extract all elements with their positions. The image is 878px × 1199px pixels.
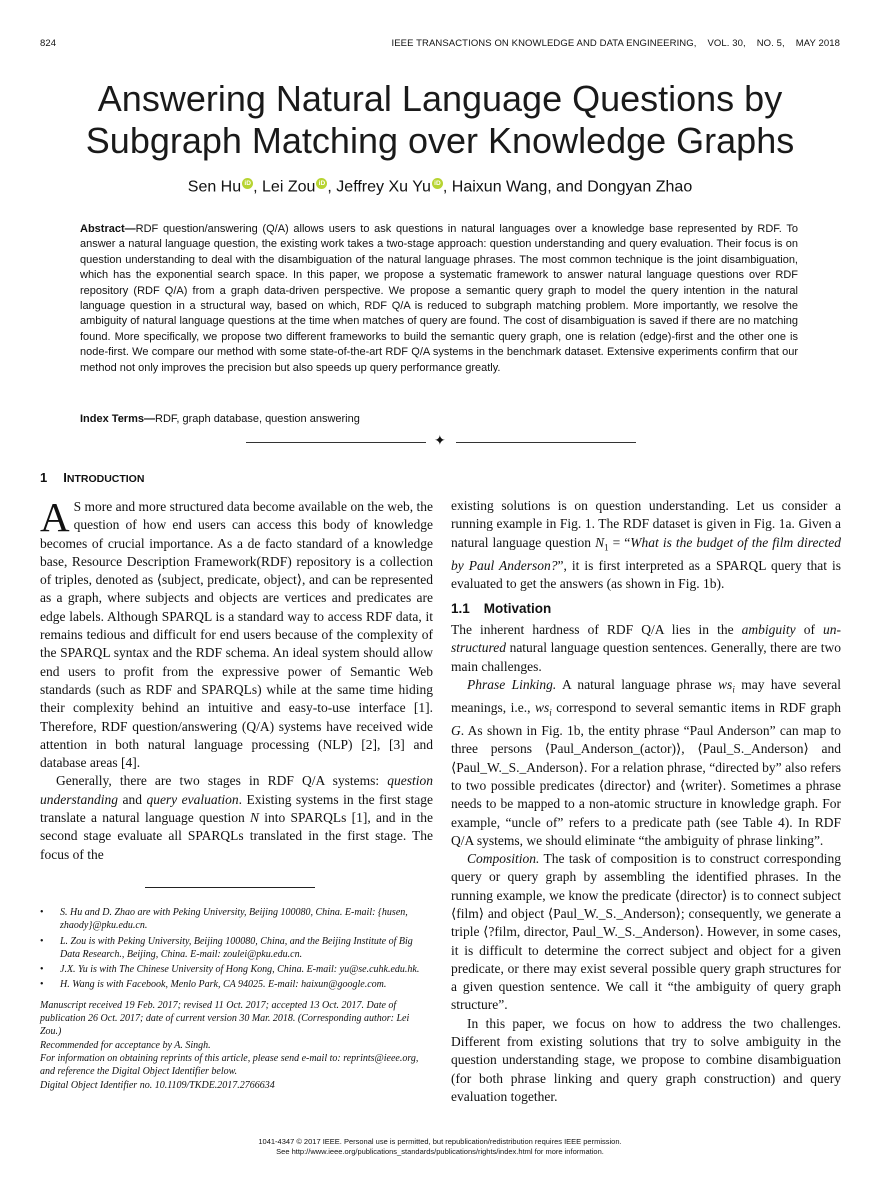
copyright-line: 1041-4347 © 2017 IEEE. Personal use is permitted, but republication/redistribution requires IEEE permission. bbox=[258, 1137, 622, 1146]
bullet-icon: • bbox=[40, 979, 44, 991]
author-list: Sen Hu iD , Lei Zou iD , Jeffrey Xu Yu iD , Haixun Wang, and Dongyan Zhao bbox=[187, 178, 693, 196]
title-line-2: Subgraph Matching over Knowledge Graphs bbox=[85, 120, 795, 161]
section-separator bbox=[246, 432, 636, 452]
separator-line-right bbox=[456, 442, 636, 443]
composition-paragraph: Composition. The task of composition is to construct corresponding query or query graph by assembling the identified phrases. In the running example, we know the predicate ⟨director⟩ is to connect subject ⟨film⟩ and object ⟨Paul_W._S._Anderson⟩; consequently, we generate a triple ⟨?film, director, Paul_W._S._Anderson⟩. However, in some cases, it is difficult to determine the correct subject and object for a given predicate, or there may exist several possible query graph structures for a given question sentence. We call it “the ambiguity of query graph structure”. bbox=[451, 851, 841, 1013]
orcid-icon[interactable]: iD bbox=[316, 178, 327, 189]
bullet-icon: • bbox=[40, 964, 44, 976]
intro-paragraph-continued: existing solutions is on question understanding. Let us consider a running example in Fig. 1. The RDF dataset is given in Fig. 1a. Given a natural language question $N_1$ = “What is the budget of the film directed by Paul Anderson?”, it is first interpreted as a SPARQL query that is evaluated to get the answers (as shown in Fig. 1b). bbox=[451, 498, 841, 591]
abstract-text: RDF question/answering (Q/A) allows users to ask questions in natural languages over a knowledge base represented by RDF. To answer a natural language question, the existing work takes a two-stage approach: question understanding and query evaluation. Their focus is on question understanding to deal with the disambiguation of the natural language phrases. The most common technique is the joint disambiguation, which has the exponential search space. In this paper, we propose a systematic framework to answer natural language questions over RDF repository (RDF Q/A) from a graph data-driven perspective. We propose a semantic query graph to model the query intention in the natural language question in a structural way, based on which, RDF Q/A is reduced to subgraph matching problem. More importantly, we resolve the ambiguity of natural language questions at the time when matches of query are found. The cost of disambiguation is saved if there are no matching found. More specifically, we propose two different frameworks to build the semantic query graph, one is relation (edge)-first and the other one is node-first. We compare our method with some state-of-the-art RDF Q/A systems in the benchmark dataset. Extensive experiments confirm that our method not only improves the precision but also speeds up query performance greatly. bbox=[80, 223, 798, 374]
doi: Digital Object Identifier no. 10.1109/TKDE.2017.2766634 bbox=[40, 1079, 275, 1091]
diamond-icon: ✦ bbox=[434, 434, 446, 449]
subsection-number: 1.1 bbox=[451, 601, 470, 617]
section-title-rest: NTRODUCTION bbox=[66, 473, 145, 485]
drop-cap: A bbox=[40, 494, 70, 540]
footnote-divider bbox=[145, 887, 315, 888]
paper-title bbox=[40, 78, 840, 162]
footnotes bbox=[40, 906, 433, 1092]
page-number: 824 bbox=[40, 38, 57, 49]
intro-paragraph-2: Generally, there are two stages in RDF Q/A systems: question understanding and query evaluation. Existing systems in the first stage translate a natural language question N into SPARQLs [1], and in the second stage evaluate all SPARQLs translated in the first stage. The focus of the bbox=[40, 773, 433, 862]
permissions-link[interactable]: See http://www.ieee.org/publications_standards/publications/rights/index.html for more information. bbox=[276, 1147, 604, 1156]
affiliation-footnote: • S. Hu and D. Zhao are with Peking University, Beijing 100080, China. E-mail: {husen, zhaody}@pku.edu.cn. bbox=[40, 907, 408, 932]
title-line-1: Answering Natural Language Questions by bbox=[97, 78, 783, 119]
orcid-icon[interactable]: iD bbox=[242, 178, 253, 189]
journal-info: IEEE TRANSACTIONS ON KNOWLEDGE AND DATA ENGINEERING, VOL. 30, NO. 5, MAY 2018 bbox=[391, 38, 840, 49]
copyright-footer bbox=[40, 1137, 840, 1157]
phrase-linking-paragraph: Phrase Linking. A natural language phrase $ws_i$ may have several meanings, i.e., $ws_i$ correspond to several semantic items in RDF graph G. As shown in Fig. 1b, the entity phrase “Paul Anderson” can map to three persons ⟨Paul_Anderson_(actor)⟩, ⟨Paul_S._Anderson⟩ and ⟨Paul_W._S._Anderson⟩. For a relation phrase, “directed by” also refers to two possible predicates ⟨director⟩ and ⟨writer⟩. Sometimes a phrase needs to be mapped to a non-atomic structure in knowledge graph. For example, “uncle of” refers to a predicate path (see Table 4). In RDF Q/A systems, we should eliminate “the ambiguity of phrase linking”. bbox=[451, 677, 842, 848]
index-terms-text: RDF, graph database, question answering bbox=[155, 413, 360, 425]
recommended-by: Recommended for acceptance by A. Singh. bbox=[40, 1039, 211, 1051]
separator-line-left bbox=[246, 442, 426, 443]
author-name: Lei Zou bbox=[262, 178, 316, 196]
affiliation-footnote: • J.X. Yu is with The Chinese University of Hong Kong, China. E-mail: yu@se.cuhk.edu.hk. bbox=[40, 964, 420, 976]
subsection-title: Motivation bbox=[483, 601, 552, 617]
author-name: Sen Hu bbox=[187, 178, 242, 196]
motivation-paragraph: The inherent hardness of RDF Q/A lies in the ambiguity of un-structured natural language question sentences. Generally, there are two main challenges. bbox=[451, 622, 841, 674]
orcid-icon[interactable]: iD bbox=[432, 178, 443, 189]
abstract: Abstract—RDF question/answering (Q/A) allows users to ask questions in natural languages over a knowledge base represented by RDF. To answer a natural language question, the existing work takes a two-stage approach: question understanding and query evaluation. Their focus is on question understanding to deal with the disambiguation of the natural language phrases. The most common technique is the joint disambiguation, which has the exponential search space. In this paper, we propose a systematic framework to answer natural language questions over RDF repository (RDF Q/A) from a graph data-driven perspective. We propose a semantic query graph to model the query intention in the natural language question in a structural way, based on which, RDF Q/A is reduced to subgraph matching problem. More importantly, we resolve the ambiguity of natural language questions at the time when matches of query are found. The cost of disambiguation is saved if there are no matching found. More specifically, we propose two different frameworks to build the semantic query graph, one is relation (edge)-first and the other one is node-first. We compare our method with some state-of-the-art RDF Q/A systems in the benchmark dataset. Extensive experiments confirm that our method not only improves the precision but also speeds up query performance greatly. bbox=[80, 223, 798, 374]
index-terms: Index Terms—RDF, graph database, question answering bbox=[80, 413, 360, 425]
abstract-label: Abstract bbox=[80, 223, 125, 235]
reprints-info: For information on obtaining reprints of this article, please send e-mail to: reprints@ieee.org, and reference the Digital Object Identifier below. bbox=[40, 1052, 419, 1078]
left-column bbox=[40, 470, 433, 864]
bullet-icon: • bbox=[40, 935, 44, 947]
running-header bbox=[40, 38, 840, 49]
affiliation-footnote: • L. Zou is with Peking University, Beijing 100080, China, and the Beijing Institute of Big Data Research., Beijing, China. E-mail: zoulei@pku.edu.cn. bbox=[40, 935, 413, 960]
right-column bbox=[451, 497, 841, 1106]
index-terms-label: Index Terms bbox=[80, 413, 144, 425]
author-names-rest: Haixun Wang, and Dongyan Zhao bbox=[451, 178, 693, 196]
author-name: Jeffrey Xu Yu bbox=[336, 178, 431, 196]
section-heading-introduction bbox=[40, 470, 433, 488]
bullet-icon: • bbox=[40, 907, 44, 918]
manuscript-dates: Manuscript received 19 Feb. 2017; revised 11 Oct. 2017; accepted 13 Oct. 2017. Date of publication 26 Oct. 2017; date of current version 30 Mar. 2018. (Corresponding author: Lei Zou.) bbox=[40, 999, 410, 1038]
intro-paragraph-1: A S more and more structured data become available on the web, the question of how end users can access this body of knowledge becomes of crucial importance. As a de facto standard of a knowledge base, Resource Description Framework(RDF) repository is a collection of triples, denoted as ⟨subject, predicate, object⟩, and can be represented as a graph, where subjects and objects are vertices and predicates are edge labels. Although SPARQL is a standard way to access RDF data, it remains tedious and difficult for end users because of the complexity of the SPARQL syntax and the RDF schema. An ideal system should allow end users to profit from the expressive power of Semantic Web standards (such as RDF and SPARQLs) while at the same time hiding their complexity behind an intuitive and easy-to-use interface [1]. Therefore, RDF question/answering (Q/A) systems have received wide attention in both natural language processing (NLP) [2], [3] and database areas [4]. bbox=[40, 494, 433, 771]
section-title-initial: I bbox=[63, 470, 67, 485]
section-number: 1 bbox=[40, 470, 48, 485]
manuscript-info bbox=[40, 999, 433, 1092]
affiliation-footnote: • H. Wang is with Facebook, Menlo Park, CA 94025. E-mail: haixun@google.com. bbox=[40, 979, 387, 991]
subsection-heading-motivation bbox=[451, 599, 841, 619]
approach-paragraph: In this paper, we focus on how to address the two challenges. Different from existing solutions that try to solve ambiguity in the question understanding stage, we propose to combine disambiguation (for both phrase linking and query graph construction) and query evaluation together. bbox=[451, 1015, 841, 1104]
